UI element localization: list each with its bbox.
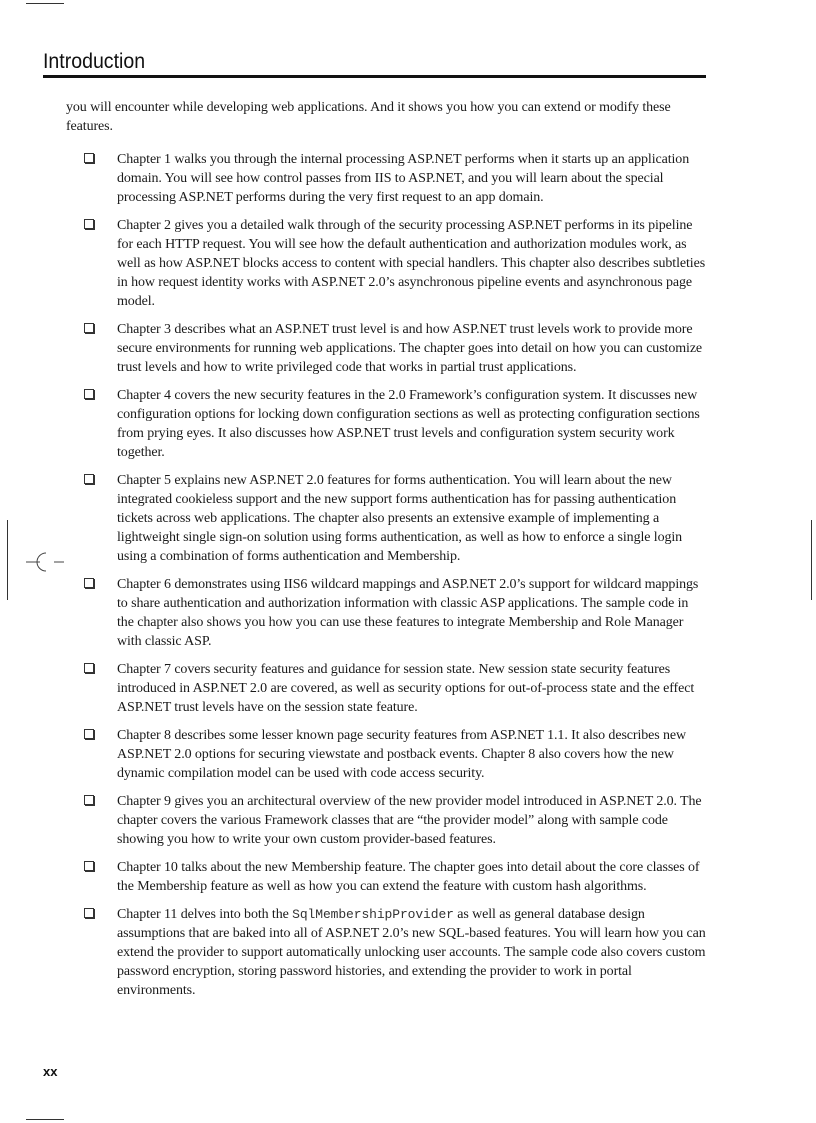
intro-paragraph: you will encounter while developing web applications. And it shows you how you can extend or modify these features.: [66, 100, 671, 134]
chapter-text: Chapter 2 gives you a detailed walk through of the security processing ASP.NET performs in its pipeline for each HTTP request. You will see how the default authentication and authorization modules work, as well as how ASP.NET blocks access to content with special handlers. This chapter also describes subtleties in how request identity works with ASP.NET 2.0’s asynchronous pipeline events and asynchronous page model.: [117, 218, 706, 309]
checkbox-bullet-icon: [84, 474, 94, 484]
chapter-text-before: Chapter 11 delves into both the: [117, 907, 293, 922]
chapter-item-7: [66, 660, 706, 717]
crop-mark-top: [26, 3, 64, 4]
crop-mark-left: [7, 520, 8, 600]
chapter-item-5: [66, 471, 706, 566]
checkbox-bullet-icon: [84, 795, 94, 805]
section-header: Introduction: [43, 50, 146, 73]
checkbox-bullet-icon: [84, 729, 94, 739]
checkbox-bullet-icon: [84, 663, 94, 673]
checkbox-bullet-icon: [84, 153, 94, 163]
checkbox-bullet-icon: [84, 389, 94, 399]
page-number: xx: [43, 1064, 58, 1079]
chapter-item-2: [66, 216, 706, 311]
chapter-item-9: [66, 792, 706, 849]
header-rule: [43, 75, 706, 78]
chapter-text: Chapter 7 covers security features and guidance for session state. New session state security features introduced in ASP.NET 2.0 are covered, as well as security options for out-of-process state and the effect ASP.NET trust levels have on the session state feature.: [117, 662, 695, 715]
checkbox-bullet-icon: [84, 323, 94, 333]
crop-mark-bottom: [26, 1119, 64, 1120]
chapter-item-10: [66, 858, 706, 896]
chapter-item-6: [66, 575, 706, 651]
checkbox-bullet-icon: [84, 908, 94, 918]
checkbox-bullet-icon: [84, 578, 94, 588]
chapter-text: Chapter 1 walks you through the internal processing ASP.NET performs when it starts up an application domain. You will see how control passes from IIS to ASP.NET, and you will learn about the special processing ASP.NET performs during the very first request to an app domain.: [117, 152, 690, 205]
crop-mark-right: [811, 520, 812, 600]
chapter-item-3: [66, 320, 706, 377]
chapter-text: Chapter 3 describes what an ASP.NET trust level is and how ASP.NET trust levels work to provide more secure environments for running web applications. The chapter goes into detail on how you can customize trust levels and how to write privileged code that works in partial trust applications.: [117, 322, 703, 375]
chapter-list: [66, 150, 706, 1000]
body-text: [66, 98, 706, 1009]
chapter-text: Chapter 10 talks about the new Membership feature. The chapter goes into detail about the core classes of the Membership feature as well as how you can extend the feature with custom hash algorithms.: [117, 860, 700, 894]
chapter-text: Chapter 9 gives you an architectural overview of the new provider model introduced in ASP.NET 2.0. The chapter covers the various Framework classes that are “the provider model” along with sample code showing you how to write your own custom provider-based features.: [117, 794, 702, 847]
chapter-text: Chapter 8 describes some lesser known page security features from ASP.NET 1.1. It also describes new ASP.NET 2.0 options for securing viewstate and postback events. Chapter 8 also covers how the new dynamic compilation model can be used with code access security.: [117, 728, 687, 781]
code-identifier: SqlMembershipProvider: [292, 907, 454, 922]
chapter-text-after: as well as general database design assumptions that are baked into all of ASP.NET 2.0’s new SQL-based features. You will learn how you can extend the provider to support automatically unlocking user accounts. The sample code also covers custom password encryption, storing password histories, and extending the provider to work in portal environments.: [117, 907, 706, 998]
chapter-item-1: [66, 150, 706, 207]
chapter-text: Chapter 4 covers the new security features in the 2.0 Framework’s configuration system. It discusses new configuration options for locking down configuration sections as well as protecting configuration sections from prying eyes. It also discusses how ASP.NET trust levels and configuration system security work together.: [117, 388, 700, 460]
chapter-item-8: [66, 726, 706, 783]
registration-mark-icon: [26, 550, 66, 576]
chapter-item-11: [66, 905, 706, 1000]
checkbox-bullet-icon: [84, 861, 94, 871]
chapter-text: Chapter 6 demonstrates using IIS6 wildcard mappings and ASP.NET 2.0’s support for wildcard mappings to share authentication and authorization information with classic ASP applications. The sample code in the chapter also shows you how you can use these features to integrate Membership and Role Manager with classic ASP.: [117, 577, 699, 649]
checkbox-bullet-icon: [84, 219, 94, 229]
chapter-text: Chapter 5 explains new ASP.NET 2.0 features for forms authentication. You will learn about the new integrated cookieless support and the new support forms authentication has for passing authentication tickets across web applications. The chapter also presents an extensive example of implementing a lightweight single sign-on solution using forms authentication, as well as how to enforce a single login using a combination of forms authentication and Membership.: [117, 473, 683, 564]
chapter-item-4: [66, 386, 706, 462]
